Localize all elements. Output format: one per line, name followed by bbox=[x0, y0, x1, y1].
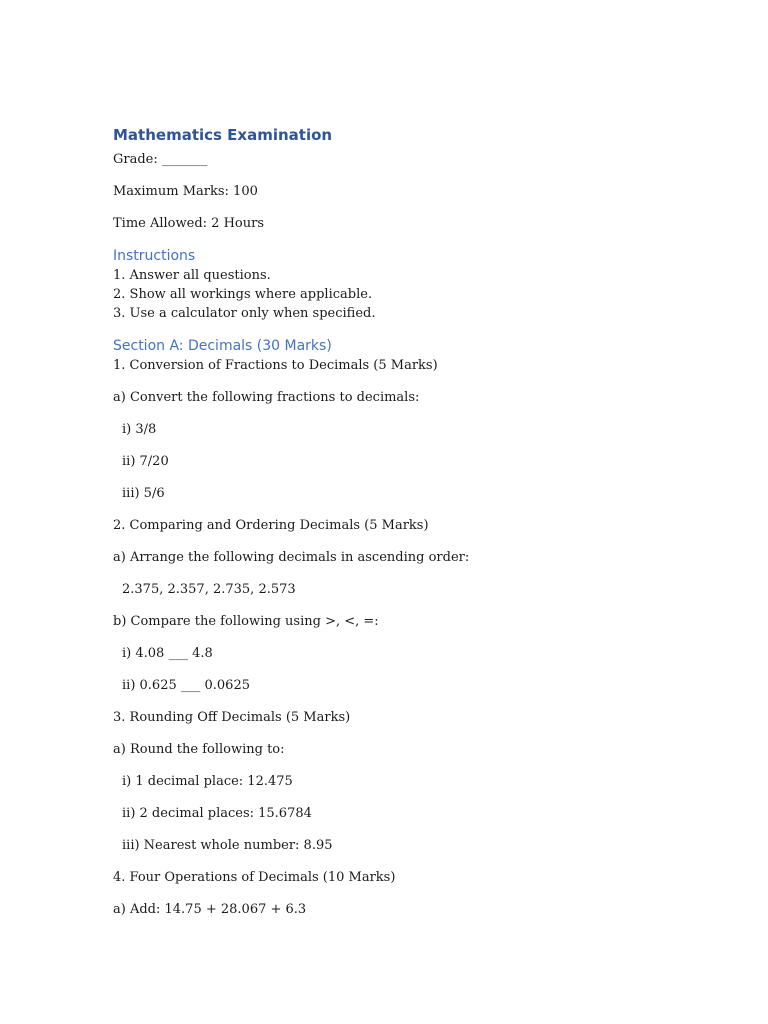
document-title: Mathematics Examination bbox=[113, 126, 333, 144]
grade-line: Grade: _______ bbox=[113, 152, 208, 167]
question-item: i) 3/8 bbox=[122, 422, 157, 437]
instructions-heading: Instructions bbox=[113, 248, 196, 264]
question-4-part-a: a) Add: 14.75 + 28.067 + 6.3 bbox=[113, 902, 307, 917]
question-3-part-a: a) Round the following to: bbox=[113, 742, 285, 757]
question-2-values: 2.375, 2.357, 2.735, 2.573 bbox=[122, 582, 296, 597]
question-1-title: 1. Conversion of Fractions to Decimals (5 Marks) bbox=[113, 358, 438, 373]
time-allowed-line: Time Allowed: 2 Hours bbox=[113, 216, 264, 231]
question-1-part-a: a) Convert the following fractions to decimals: bbox=[113, 390, 420, 405]
question-item: iii) Nearest whole number: 8.95 bbox=[122, 838, 333, 853]
question-2-title: 2. Comparing and Ordering Decimals (5 Marks) bbox=[113, 518, 429, 533]
question-2-part-a: a) Arrange the following decimals in ascending order: bbox=[113, 550, 470, 565]
question-item: iii) 5/6 bbox=[122, 486, 165, 501]
question-item: ii) 2 decimal places: 15.6784 bbox=[122, 806, 312, 821]
question-item: i) 4.08 ___ 4.8 bbox=[122, 646, 213, 661]
exam-document bbox=[113, 125, 713, 919]
max-marks-line: Maximum Marks: 100 bbox=[113, 184, 258, 199]
instruction-item: 2. Show all workings where applicable. bbox=[113, 287, 373, 302]
question-item: ii) 7/20 bbox=[122, 454, 169, 469]
instruction-item: 3. Use a calculator only when specified. bbox=[113, 306, 376, 321]
section-a-heading: Section A: Decimals (30 Marks) bbox=[113, 338, 332, 354]
question-3-title: 3. Rounding Off Decimals (5 Marks) bbox=[113, 710, 351, 725]
question-item: i) 1 decimal place: 12.475 bbox=[122, 774, 293, 789]
question-2-part-b: b) Compare the following using >, <, =: bbox=[113, 614, 379, 629]
question-4-title: 4. Four Operations of Decimals (10 Marks) bbox=[113, 870, 396, 885]
question-item: ii) 0.625 ___ 0.0625 bbox=[122, 678, 250, 693]
instruction-item: 1. Answer all questions. bbox=[113, 268, 271, 283]
